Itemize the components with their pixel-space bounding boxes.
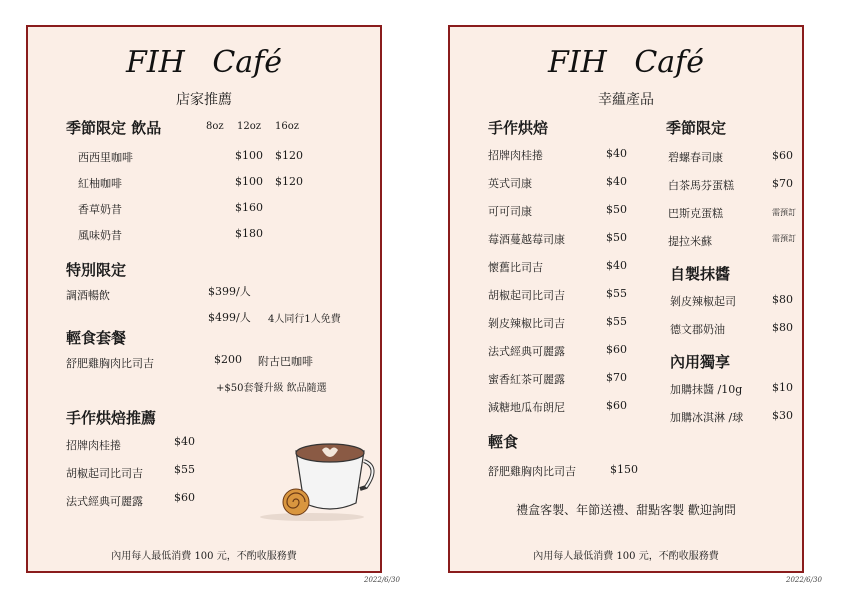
menu-item-price: $30 xyxy=(772,409,793,422)
section-handmade-bakery: 手作烘焙推薦 xyxy=(66,409,157,427)
menu-item-price: $50 xyxy=(606,203,627,216)
cafe-title: FIH Café xyxy=(547,45,705,80)
section-dine-in: 內用獨享 xyxy=(670,353,731,371)
menu-item-name: 舒肥雞胸肉比司吉 xyxy=(488,465,576,478)
page-footer: 內用每人最低消費 100 元，不酌收服務費 xyxy=(111,551,297,562)
menu-item-name: 紅柚咖啡 xyxy=(78,177,122,190)
section-seasonal: 季節限定 xyxy=(666,119,727,137)
menu-item-name: 碧螺春司康 xyxy=(668,151,723,164)
menu-item-price: $80 xyxy=(772,321,793,334)
menu-item-price: $100 xyxy=(235,149,263,162)
menu-item-name: 提拉米蘇 xyxy=(668,235,712,248)
section-seasonal-drinks: 季節限定 飲品 xyxy=(66,119,162,137)
page-subtitle: 幸蘊產品 xyxy=(598,92,654,108)
menu-item-price: $60 xyxy=(606,343,627,356)
section-special: 特別限定 xyxy=(66,261,127,279)
menu-item-price: $10 xyxy=(772,381,793,394)
menu-item-name: 招牌肉桂捲 xyxy=(66,439,121,452)
menu-item-price: $40 xyxy=(606,175,627,188)
menu-item-price: $399/人 xyxy=(208,285,251,298)
menu-item-price: $40 xyxy=(174,435,195,448)
menu-item-name: 白茶馬芬蛋糕 xyxy=(668,179,734,192)
menu-item-name: 舒肥雞胸肉比司吉 xyxy=(66,357,154,370)
size-label: 16oz xyxy=(275,121,300,132)
menu-item-name: 莓酒蔓越莓司康 xyxy=(488,233,565,246)
meal-note: 附古巴咖啡 xyxy=(258,355,313,368)
menu-item-name: 減糖地瓜布朗尼 xyxy=(488,401,565,414)
menu-item-name: 巴斯克蛋糕 xyxy=(668,207,723,220)
menu-item-price: $70 xyxy=(606,371,627,384)
menu-item-price: $55 xyxy=(606,287,627,300)
menu-item-price: $55 xyxy=(606,315,627,328)
menu-item-name: 英式司康 xyxy=(488,177,532,190)
date-label: 2022/6/30 xyxy=(786,576,822,584)
menu-item-price: 需預訂 xyxy=(772,208,796,217)
menu-item-name: 香草奶昔 xyxy=(78,203,122,216)
section-light-meal-set: 輕食套餐 xyxy=(66,329,127,347)
menu-item-name: 胡椒起司比司吉 xyxy=(488,289,565,302)
menu-item-name: 法式經典可麗露 xyxy=(488,345,565,358)
menu-item-name: 剝皮辣椒比司吉 xyxy=(488,317,565,330)
menu-item-price: $40 xyxy=(606,147,627,160)
menu-page-right xyxy=(448,25,804,573)
custom-order-note: 禮盒客製、年節送禮、甜點客製 歡迎詢問 xyxy=(516,503,736,517)
menu-item-price: $160 xyxy=(235,201,263,214)
size-label: 8oz xyxy=(206,121,224,132)
section-handmade-bakery: 手作烘焙 xyxy=(488,119,549,137)
menu-page-left xyxy=(26,25,382,573)
cafe-title: FIH Café xyxy=(125,45,283,80)
menu-item-price: $60 xyxy=(606,399,627,412)
menu-item-price: $50 xyxy=(606,231,627,244)
section-light-meal: 輕食 xyxy=(488,433,519,451)
menu-item-name: 招牌肉桂捲 xyxy=(488,149,543,162)
menu-item-name: 懷舊比司吉 xyxy=(488,261,543,274)
menu-item-price: $60 xyxy=(772,149,793,162)
menu-item-price: $60 xyxy=(174,491,195,504)
special-note: 4人同行1人免費 xyxy=(268,314,341,325)
menu-item-name: 剝皮辣椒起司 xyxy=(670,295,736,308)
menu-item-price: $499/人 xyxy=(208,311,251,324)
menu-item-name: 德文郡奶油 xyxy=(670,323,725,336)
page-footer: 內用每人最低消費 100 元，不酌收服務費 xyxy=(533,551,719,562)
menu-item-name: 風味奶昔 xyxy=(78,229,122,242)
section-spreads: 自製抹醬 xyxy=(670,265,731,283)
menu-item-name: 調酒暢飲 xyxy=(66,289,110,302)
menu-item-price: $80 xyxy=(772,293,793,306)
menu-item-name: 法式經典可麗露 xyxy=(66,495,143,508)
menu-item-price: $180 xyxy=(235,227,263,240)
menu-item-price: $40 xyxy=(606,259,627,272)
menu-item-name: 可可司康 xyxy=(488,205,532,218)
menu-item-name: 蜜香紅茶可麗露 xyxy=(488,373,565,386)
menu-item-name: 西西里咖啡 xyxy=(78,151,133,164)
menu-item-price: $120 xyxy=(275,175,303,188)
meal-upgrade-note: +$50套餐升級 飲品隨選 xyxy=(216,383,327,394)
menu-item-price: $120 xyxy=(275,149,303,162)
coffee-cup-illustration xyxy=(256,437,376,522)
menu-item-name: 胡椒起司比司吉 xyxy=(66,467,143,480)
menu-item-price: $200 xyxy=(214,353,242,366)
menu-item-price: $100 xyxy=(235,175,263,188)
size-label: 12oz xyxy=(237,121,262,132)
menu-item-price: $70 xyxy=(772,177,793,190)
date-label: 2022/6/30 xyxy=(364,576,400,584)
menu-item-price: $55 xyxy=(174,463,195,476)
menu-item-price: 需預訂 xyxy=(772,234,796,243)
menu-item-price: $150 xyxy=(610,463,638,476)
menu-item-name: 加購抹醬 /10g xyxy=(670,383,743,396)
page-subtitle: 店家推薦 xyxy=(176,92,232,108)
menu-item-name: 加購冰淇淋 /球 xyxy=(670,411,744,424)
